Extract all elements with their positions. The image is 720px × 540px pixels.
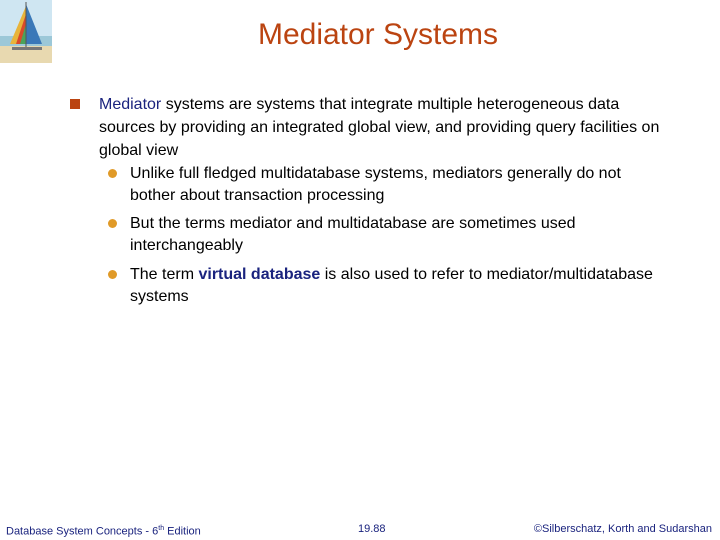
main-bullet-body: systems are systems that integrate multiple heterogeneous data sources by providing an integrated global view, and providing query facilities on global view [99, 96, 660, 159]
round-bullet-icon [108, 219, 117, 228]
virtual-database-term: virtual database [198, 266, 321, 283]
round-bullet-icon [108, 169, 117, 178]
sub-bullet-2 [108, 213, 668, 257]
sub-bullet-text: But the terms mediator and multidatabase are sometimes used interchangeably [130, 215, 576, 254]
mediator-term: Mediator [99, 96, 162, 113]
footer-page-number: 19.88 [358, 523, 386, 535]
footer-book-title [6, 522, 201, 539]
footer-left-suffix: Edition [164, 525, 201, 538]
square-bullet-icon [70, 99, 80, 109]
sub-bullet-3 [108, 264, 668, 308]
slide-title: Mediator Systems [257, 18, 499, 51]
footer-copyright: ©Silberschatz, Korth and Sudarshan [533, 523, 712, 535]
round-bullet-icon [108, 270, 117, 279]
main-bullet-text [99, 93, 670, 162]
sub-bullet-text-after: is also used to refer to mediator/multidatabase systems [130, 266, 653, 305]
footer-left-sup: th [158, 525, 165, 532]
main-bullet [70, 93, 670, 162]
sub-bullet-text-before: The term [130, 266, 199, 283]
sub-bullet-text [130, 264, 668, 308]
footer-left-prefix: Database System Concepts - 6 [6, 525, 159, 538]
sub-bullet-text: Unlike full fledged multidatabase systems, mediators generally do not bother about transaction processing [130, 165, 621, 204]
sub-bullet-1 [108, 163, 668, 207]
